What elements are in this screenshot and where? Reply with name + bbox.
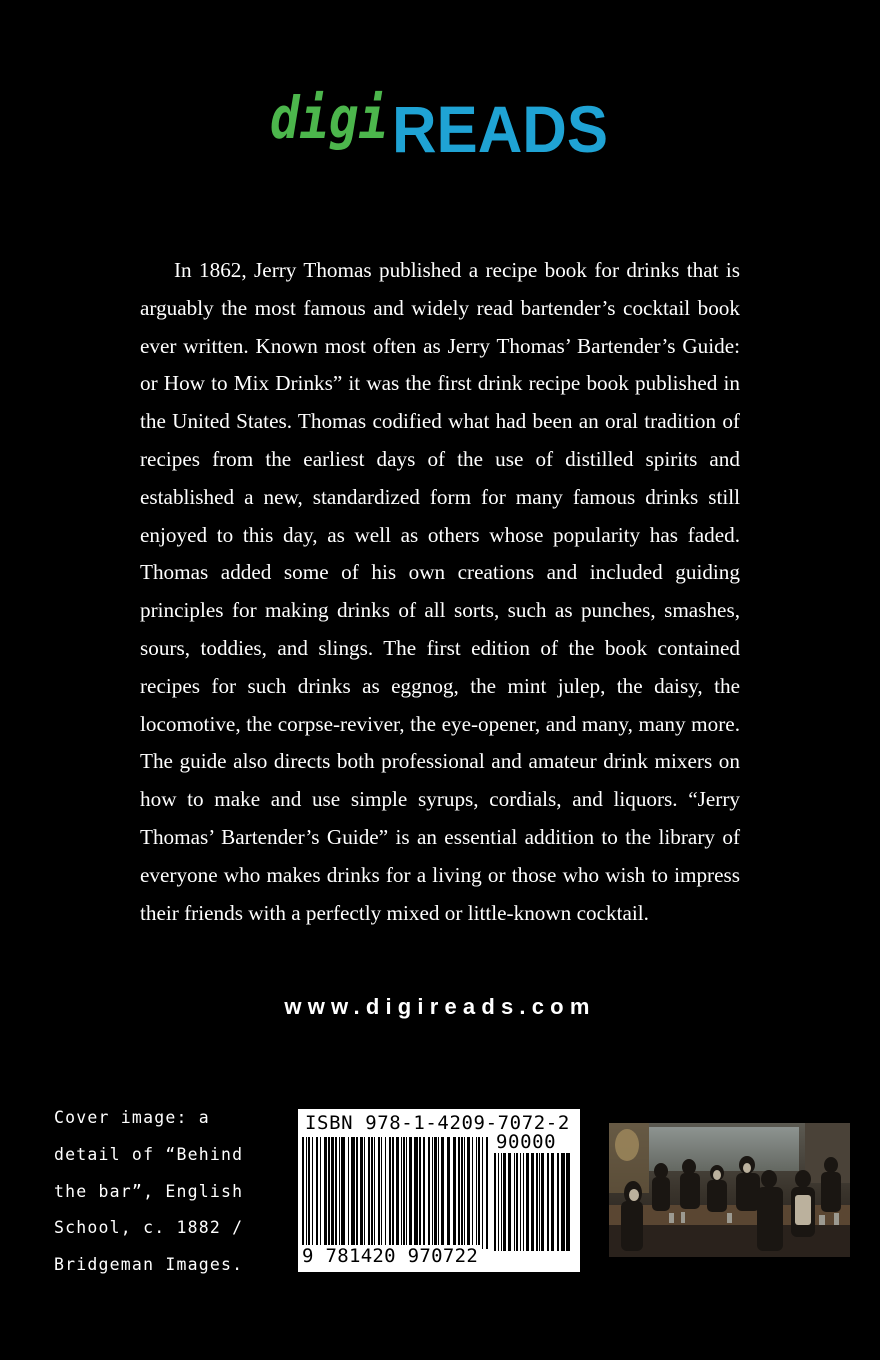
logo-digi-text: digi <box>270 84 388 152</box>
barcode-bar <box>368 1137 370 1245</box>
barcode-bar <box>482 1137 483 1249</box>
barcode-bar <box>472 1137 473 1245</box>
barcode-bar <box>547 1153 549 1251</box>
barcode-bar <box>341 1137 345 1245</box>
barcode-bar <box>381 1137 382 1245</box>
barcode-bar <box>308 1137 310 1245</box>
barcode-bar <box>458 1137 460 1245</box>
barcode-bar <box>536 1153 538 1251</box>
barcode-bar <box>328 1137 330 1245</box>
barcode-bar <box>406 1137 407 1245</box>
barcode-bar <box>498 1153 499 1251</box>
barcode-bar <box>371 1137 373 1245</box>
barcode-bar <box>414 1137 418 1245</box>
barcode-bar <box>378 1137 380 1245</box>
isbn-label: ISBN 978-1-4209-7072-2 <box>305 1112 570 1134</box>
barcode-bar <box>335 1137 337 1245</box>
barcode-bar <box>438 1137 439 1245</box>
digireads-logo <box>268 72 618 177</box>
price-code: 90000 <box>496 1131 557 1153</box>
barcode-bar <box>508 1153 511 1251</box>
barcode-bar <box>441 1137 444 1245</box>
barcode-bar <box>428 1137 430 1245</box>
barcode-bar <box>403 1137 405 1245</box>
barcode-bar <box>306 1137 307 1249</box>
barcode-bar <box>374 1137 375 1245</box>
barcode-bar <box>419 1137 421 1245</box>
barcode-bar <box>302 1137 304 1249</box>
painting-thumbnail-icon <box>609 1123 850 1257</box>
book-description: In 1862, Jerry Thomas published a recipe book for drinks that is arguably the most famous and widely read bartender’s cocktail book ever written. Known most often as Jerry Thomas’ Bartender’s Guide: or How to Mix Drinks” it was the first drink recipe book published in the United States. Thomas codified what had been an oral tradition of recipes from the earliest days of the use of distilled spirits and established a new, standardized form for many famous drinks still enjoyed to this day, as well as others whose popularity has faded. Thomas added some of his own creations and included guiding principles for making drinks of all sorts, such as punches, smashes, sours, toddies, and slings. The first edition of the book contained recipes for such drinks as eggnog, the mint julep, the daisy, the locomotive, the corpse-reviver, the eye-opener, and many, many more. The guide also directs both professional and amateur drink mixers on how to make and use simple syrups, cordials, and liquors. “Jerry Thomas’ Bartender’s Guide” is an essential addition to the library of everyone who makes drinks for a living or those who wish to impress their friends with a perfectly mixed or little-known cocktail. <box>140 258 740 925</box>
barcode-bar <box>351 1137 355 1245</box>
barcode-bar <box>494 1153 496 1251</box>
barcode-main-bars <box>302 1137 488 1249</box>
barcode-bar <box>396 1137 399 1249</box>
barcode-bar <box>364 1137 365 1245</box>
barcode-bar <box>501 1153 502 1251</box>
isbn-digits: 9 781420 970722 <box>302 1245 479 1267</box>
barcode-bar <box>514 1153 515 1251</box>
website-url: www.digireads.com <box>284 994 596 1019</box>
barcode-bar <box>478 1137 480 1245</box>
barcode-bar <box>467 1137 470 1245</box>
barcode-bar <box>523 1153 524 1251</box>
cover-image-credit: Cover image: a detail of “Behind the bar”, English School, c. 1882 / Bridgeman Images. <box>54 1108 244 1275</box>
barcode-bar <box>316 1137 318 1245</box>
barcode-bar <box>401 1137 402 1245</box>
barcode-bar <box>464 1137 465 1245</box>
barcode-bar <box>385 1137 386 1245</box>
barcode-bar <box>331 1137 334 1245</box>
barcode-bar <box>356 1137 358 1245</box>
barcode-bar <box>453 1137 456 1245</box>
barcode-bar <box>520 1153 521 1251</box>
barcode-bar <box>312 1137 313 1245</box>
barcode-bar <box>360 1137 363 1245</box>
barcode-bar <box>324 1137 327 1245</box>
barcode-bar <box>447 1137 450 1245</box>
barcode-bar <box>531 1153 534 1251</box>
barcode-bar <box>551 1153 554 1251</box>
barcode-bar <box>486 1137 488 1249</box>
barcode-bar <box>476 1137 477 1245</box>
barcode-bar <box>541 1153 544 1251</box>
isbn-barcode <box>298 1109 580 1272</box>
barcode-bar <box>539 1153 540 1251</box>
barcode-bar <box>566 1153 570 1251</box>
barcode-bar <box>348 1137 349 1245</box>
barcode-bar <box>339 1137 340 1245</box>
barcode-bar <box>526 1153 529 1251</box>
barcode-bar <box>432 1137 433 1245</box>
logo-reads-text: READS <box>392 92 608 166</box>
barcode-bar <box>409 1137 412 1245</box>
barcode-bar <box>320 1137 321 1245</box>
barcode-bar <box>434 1137 437 1245</box>
barcode-bar <box>557 1153 559 1251</box>
barcode-bar <box>461 1137 463 1245</box>
barcode-bar <box>392 1137 394 1245</box>
barcode-bar <box>423 1137 425 1245</box>
barcode-bar <box>389 1137 391 1245</box>
barcode-bar <box>561 1153 565 1251</box>
barcode-bar <box>516 1153 518 1251</box>
barcode-bar <box>503 1153 506 1251</box>
barcode-addon-bars <box>494 1153 574 1251</box>
